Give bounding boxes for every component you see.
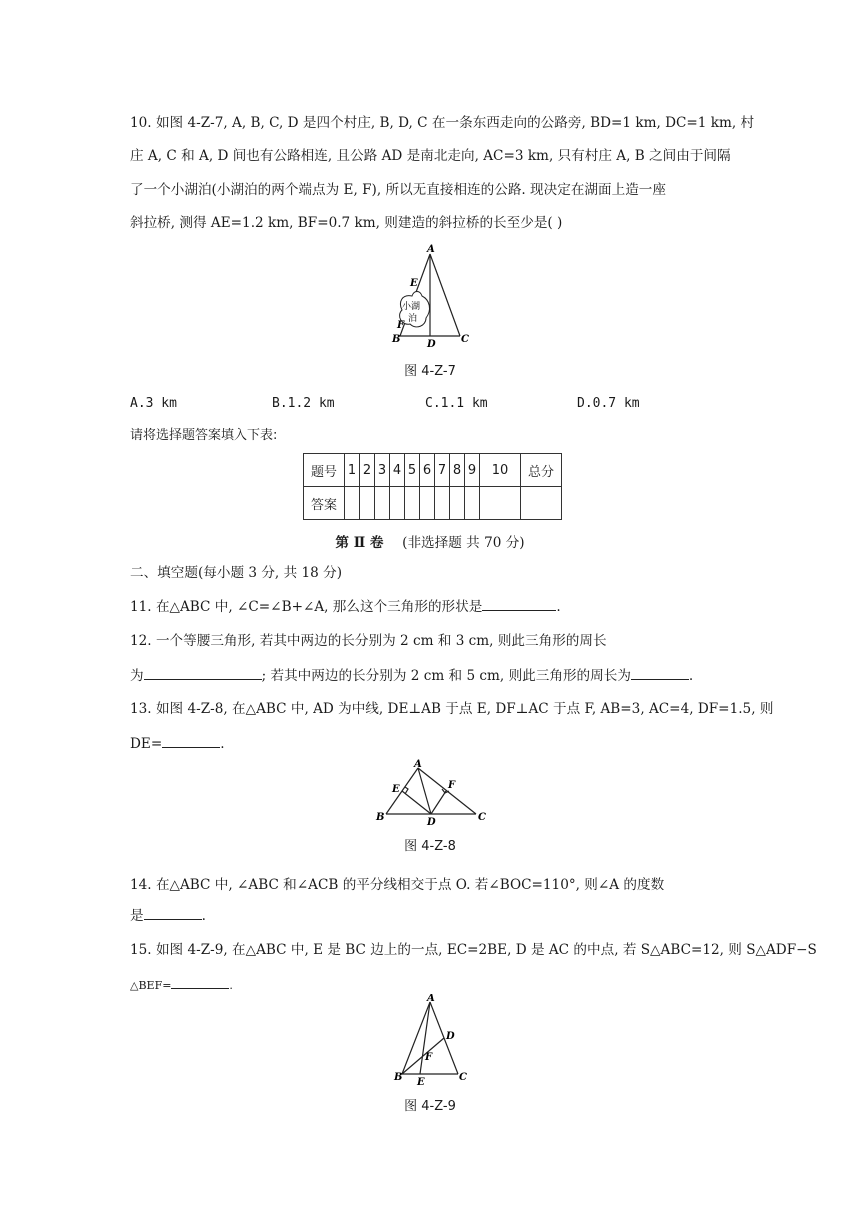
segment-ac [418,768,476,814]
label-c: C [461,334,469,345]
section-2-heading: 二、填空题(每小题 3 分, 共 18 分) [130,565,343,581]
option-c: C.1.1 km [425,396,488,411]
answer-cell[interactable] [375,487,390,520]
q14-line-1: 14. 在△ABC 中, ∠ABC 和∠ACB 的平分线相交于点 O. 若∠BOC=110°, 则∠A 的度数 [130,877,665,893]
right-angle-mark-e [405,787,408,794]
q12-answer-blank-1[interactable] [144,665,262,680]
q14-line-2-text: 是 [130,908,144,924]
table-cell-header: 1 [345,454,360,487]
q13-line-1: 13. 如图 4-Z-8, 在△ABC 中, AD 为中线, DE⊥AB 于点 E, DF⊥AC 于点 F, AB=3, AC=4, DF=1.5, 则 [130,701,774,717]
figure-4-z-9-caption: 图 4-Z-9 [404,1099,456,1114]
q10-line-1: 10. 如图 4-Z-7, A, B, C, D 是四个村庄, B, D, C 在一条东西走向的公路旁, BD=1 km, DC=1 km, 村 [130,115,755,131]
answer-cell[interactable] [480,487,521,520]
label-f: F [425,1052,433,1063]
q15-line-2: △BEF= . [130,974,233,996]
answer-table [303,453,562,520]
answer-cell[interactable] [405,487,420,520]
segment-df [431,791,446,814]
q14-answer-blank[interactable] [144,905,202,920]
label-f: F [448,780,456,791]
figure-4-z-7-caption: 图 4-Z-7 [404,364,456,379]
answer-cell[interactable] [450,487,465,520]
lake-label-2: 泊 [408,314,418,324]
table-cell-header: 7 [435,454,450,487]
label-a: A [427,244,435,255]
label-b: B [394,1072,403,1083]
q13-line-2-text: DE= [130,736,163,752]
segment-ad [418,768,431,814]
answer-table-answer-row [304,487,562,520]
q10-line-4: 斜拉桥, 测得 AE=1.2 km, BF=0.7 km, 则建造的斜拉桥的长至少是( ) [130,215,563,231]
q10-line-2: 庄 A, C 和 A, D 间也有公路相连, 且公路 AD 是南北走向, AC=3 km, 只有村庄 A, B 之间由于间隔 [130,148,731,164]
table-cell-header: 4 [390,454,405,487]
label-a: A [414,759,422,770]
q14-line-2: 是 . [130,905,206,926]
answer-cell[interactable] [360,487,375,520]
q12-line-2: 为 ; 若其中两边的长分别为 2 cm 和 5 cm, 则此三角形的周长为 . [130,665,693,686]
label-b: B [392,334,401,345]
q11-answer-blank[interactable] [482,596,556,611]
label-c: C [478,812,486,823]
table-cell-header: 9 [465,454,480,487]
figure-4-z-7 [390,244,480,349]
answer-cell[interactable] [521,487,562,520]
figure-4-z-8 [372,758,492,826]
q15-line-1: 15. 如图 4-Z-9, 在△ABC 中, E 是 BC 边上的一点, EC=2BE, D 是 AC 的中点, 若 S△ABC=12, 则 S△ADF−S [130,942,817,958]
table-intro: 请将选择题答案填入下表: [130,428,278,443]
q12-line-2a: 为 [130,668,144,684]
segment-ac [430,254,460,336]
answer-cell[interactable] [465,487,480,520]
table-cell-answer-label: 答案 [304,487,345,520]
q12-line-1: 12. 一个等腰三角形, 若其中两边的长分别为 2 cm 和 3 cm, 则此三角形的周长 [130,633,607,649]
q12-line-2b: ; 若其中两边的长分别为 2 cm 和 5 cm, 则此三角形的周长为 [261,668,631,684]
q15-line-2-text: △BEF= [130,979,172,992]
q12-answer-blank-2[interactable] [631,665,689,680]
label-a: A [427,994,435,1004]
segment-bd [402,1038,444,1074]
answer-cell[interactable] [345,487,360,520]
table-cell-header: 6 [420,454,435,487]
option-d: D.0.7 km [577,396,640,411]
option-a: A.3 km [130,396,177,411]
label-d: D [427,339,436,349]
section-2-title-bold: 第 Ⅱ 卷 [335,535,384,551]
label-c: C [459,1072,467,1083]
answer-table-header-row [304,454,562,487]
table-cell-header: 题号 [304,454,345,487]
segment-ab [402,1002,430,1074]
segment-ae [420,1002,430,1074]
label-f: F [397,320,405,331]
table-cell-header: 2 [360,454,375,487]
label-e: E [392,784,400,795]
answer-cell[interactable] [420,487,435,520]
q11-line: 11. 在△ABC 中, ∠C=∠B+∠A, 那么这个三角形的形状是 . [130,596,561,617]
label-b: B [376,812,385,823]
q10-line-3: 了一个小湖泊(小湖泊的两个端点为 E, F), 所以无直接相连的公路. 现决定在湖面上造一座 [130,182,666,198]
figure-4-z-9 [392,994,472,1086]
answer-cell[interactable] [390,487,405,520]
section-2-title-rest: (非选择题 共 70 分) [402,535,525,551]
figure-4-z-8-caption: 图 4-Z-8 [404,839,456,854]
answer-cell[interactable] [435,487,450,520]
table-cell-header: 10 [480,454,521,487]
table-cell-header: 5 [405,454,420,487]
table-cell-header: 8 [450,454,465,487]
label-e: E [417,1077,425,1086]
table-cell-header: 总分 [521,454,562,487]
lake-label-1: 小湖 [402,302,421,312]
option-b: B.1.2 km [272,396,335,411]
q15-answer-blank[interactable] [171,974,229,989]
label-d: D [446,1031,455,1042]
q13-line-2: DE= . [130,733,225,754]
label-d: D [427,817,436,826]
label-e: E [410,278,418,289]
q11-text: 11. 在△ABC 中, ∠C=∠B+∠A, 那么这个三角形的形状是 [130,599,483,615]
q13-answer-blank[interactable] [162,733,220,748]
segment-de [402,791,431,814]
table-cell-header: 3 [375,454,390,487]
section-2-title [0,531,860,551]
